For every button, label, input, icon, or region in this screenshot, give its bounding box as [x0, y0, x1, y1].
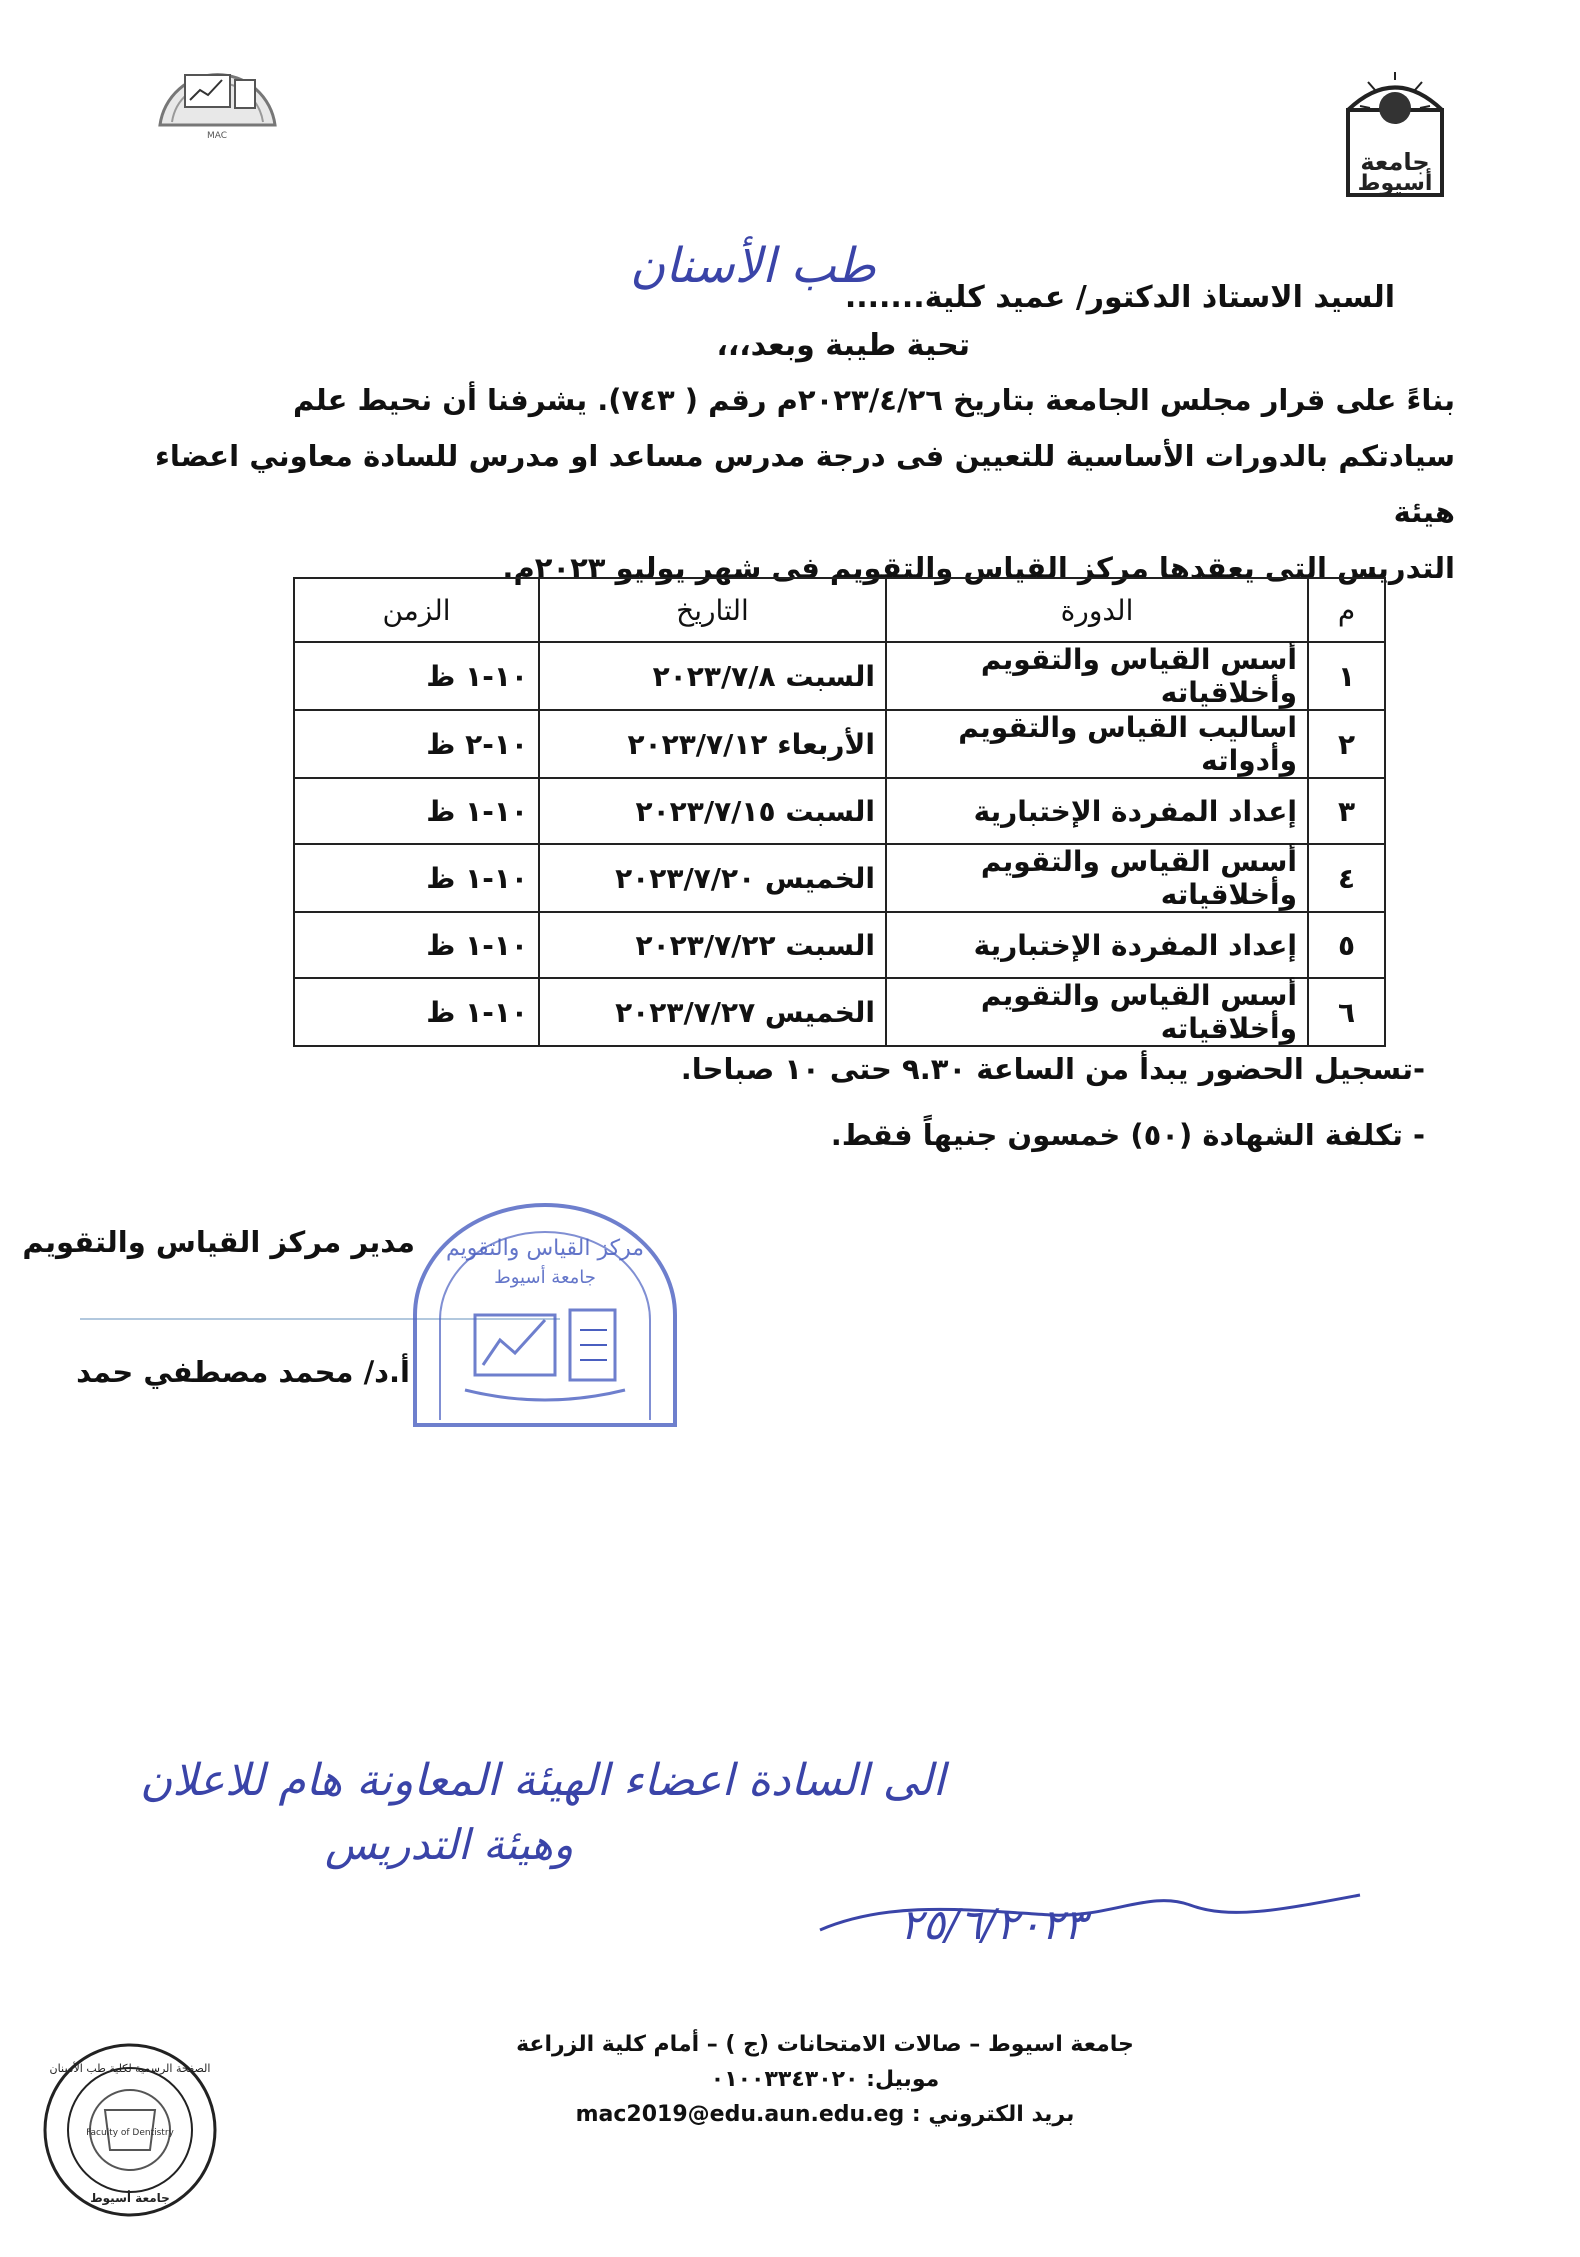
signature-title: مدير مركز القياس والتقويم — [22, 1225, 415, 1259]
measurement-center-logo — [150, 30, 285, 145]
header-course: الدورة — [886, 578, 1308, 642]
row-course: إعداد المفردة الإختبارية — [886, 778, 1308, 844]
row-time: ١٠-١ ظ — [294, 978, 539, 1046]
note-certificate-cost: - تكلفة الشهادة (٥٠) خمسون جنيهاً فقط. — [830, 1118, 1425, 1152]
row-date: السبت ٢٠٢٣/٧/١٥ — [539, 778, 886, 844]
handwritten-note-line2: وهيئة التدريس — [325, 1820, 574, 1869]
row-date: الخميس ٢٠٢٣/٧/٢٠ — [539, 844, 886, 912]
row-time: ١٠-١ ظ — [294, 778, 539, 844]
handwritten-date: ٢٥/٦/٢٠٢٣ — [900, 1900, 1087, 1949]
svg-text:جامعة أسيوط: جامعة أسيوط — [90, 2191, 170, 2205]
row-num: ٤ — [1308, 844, 1385, 912]
row-date: الأربعاء ٢٠٢٣/٧/١٢ — [539, 710, 886, 778]
header-date: التاريخ — [539, 578, 886, 642]
body-line: سيادتكم بالدورات الأساسية للتعيين فى درجة مدرس مساعد او مدرس للسادة معاوني اعضاء هيئة — [155, 439, 1455, 529]
svg-text:الصفحة الرسمية لكلية طب الأسنا: الصفحة الرسمية لكلية طب الأسنان — [49, 2062, 211, 2075]
svg-text:Faculty of Dentistry: Faculty of Dentistry — [86, 2128, 174, 2138]
footer-email: بريد الكتروني : mac2019@edu.aun.edu.eg — [575, 2102, 1075, 2127]
row-time: ١٠-١ ظ — [294, 844, 539, 912]
table-row — [294, 778, 1385, 844]
table-row — [294, 844, 1385, 912]
row-num: ٦ — [1308, 978, 1385, 1046]
table-row — [294, 642, 1385, 710]
salutation: السيد الاستاذ الدكتور/ عميد كلية....... — [844, 280, 1395, 315]
center-stamp — [395, 1195, 695, 1435]
row-course: أسس القياس والتقويم وأخلاقياته — [886, 978, 1308, 1046]
row-time: ١٠-٢ ظ — [294, 710, 539, 778]
note-registration: -تسجيل الحضور يبدأ من الساعة ٩.٣٠ حتى ١٠ صباحا. — [680, 1052, 1425, 1086]
header-time: الزمن — [294, 578, 539, 642]
table-row — [294, 978, 1385, 1046]
row-date: السبت ٢٠٢٣/٧/٨ — [539, 642, 886, 710]
table-row — [294, 912, 1385, 978]
faculty-seal — [40, 2040, 220, 2220]
body-paragraph — [155, 372, 1455, 596]
body-line: بناءً على قرار مجلس الجامعة بتاريخ ٢٠٢٣/٤/٢٦م رقم ( ٧٤٣). يشرفنا أن نحيط علم — [292, 383, 1455, 417]
handwritten-faculty: طب الأسنان — [630, 238, 876, 294]
footer-address: جامعة اسيوط – صالات الامتحانات (ج ) – أمام كلية الزراعة — [516, 2032, 1134, 2057]
row-course: إعداد المفردة الإختبارية — [886, 912, 1308, 978]
assiut-university-logo — [1330, 70, 1460, 200]
body-line: التدريس التى يعقدها مركز القياس والتقويم فى شهر يوليو ٢٠٢٣م. — [502, 551, 1455, 585]
handwritten-signature — [810, 1880, 1370, 1960]
row-course: اساليب القياس والتقويم وأدواته — [886, 710, 1308, 778]
header-num: م — [1308, 578, 1385, 642]
svg-text:مركز القياس والتقويم: مركز القياس والتقويم — [446, 1236, 644, 1261]
greeting: تحية طيبة وبعد،،، — [716, 328, 970, 363]
row-course: أسس القياس والتقويم وأخلاقياته — [886, 844, 1308, 912]
row-date: السبت ٢٠٢٣/٧/٢٢ — [539, 912, 886, 978]
svg-text:أسيوط: أسيوط — [1357, 171, 1433, 196]
signature-name: أ.د/ محمد مصطفي حمد — [76, 1355, 410, 1389]
row-course: أسس القياس والتقويم وأخلاقياته — [886, 642, 1308, 710]
row-num: ٥ — [1308, 912, 1385, 978]
row-time: ١٠-١ ظ — [294, 912, 539, 978]
handwritten-note-line1: الى السادة اعضاء الهيئة المعاونة هام للاعلان — [140, 1755, 946, 1806]
row-date: الخميس ٢٠٢٣/٧/٢٧ — [539, 978, 886, 1046]
svg-text:MAC: MAC — [206, 131, 228, 141]
svg-text:جامعة أسيوط: جامعة أسيوط — [494, 1267, 596, 1288]
row-num: ١ — [1308, 642, 1385, 710]
table-row — [294, 710, 1385, 778]
row-num: ٣ — [1308, 778, 1385, 844]
footer-mobile: موبيل: ٠١٠٠٣٣٤٣٠٢٠ — [710, 2067, 940, 2092]
courses-table — [293, 577, 1386, 1047]
row-time: ١٠-١ ظ — [294, 642, 539, 710]
svg-text:جامعة: جامعة — [1360, 148, 1430, 176]
row-num: ٢ — [1308, 710, 1385, 778]
